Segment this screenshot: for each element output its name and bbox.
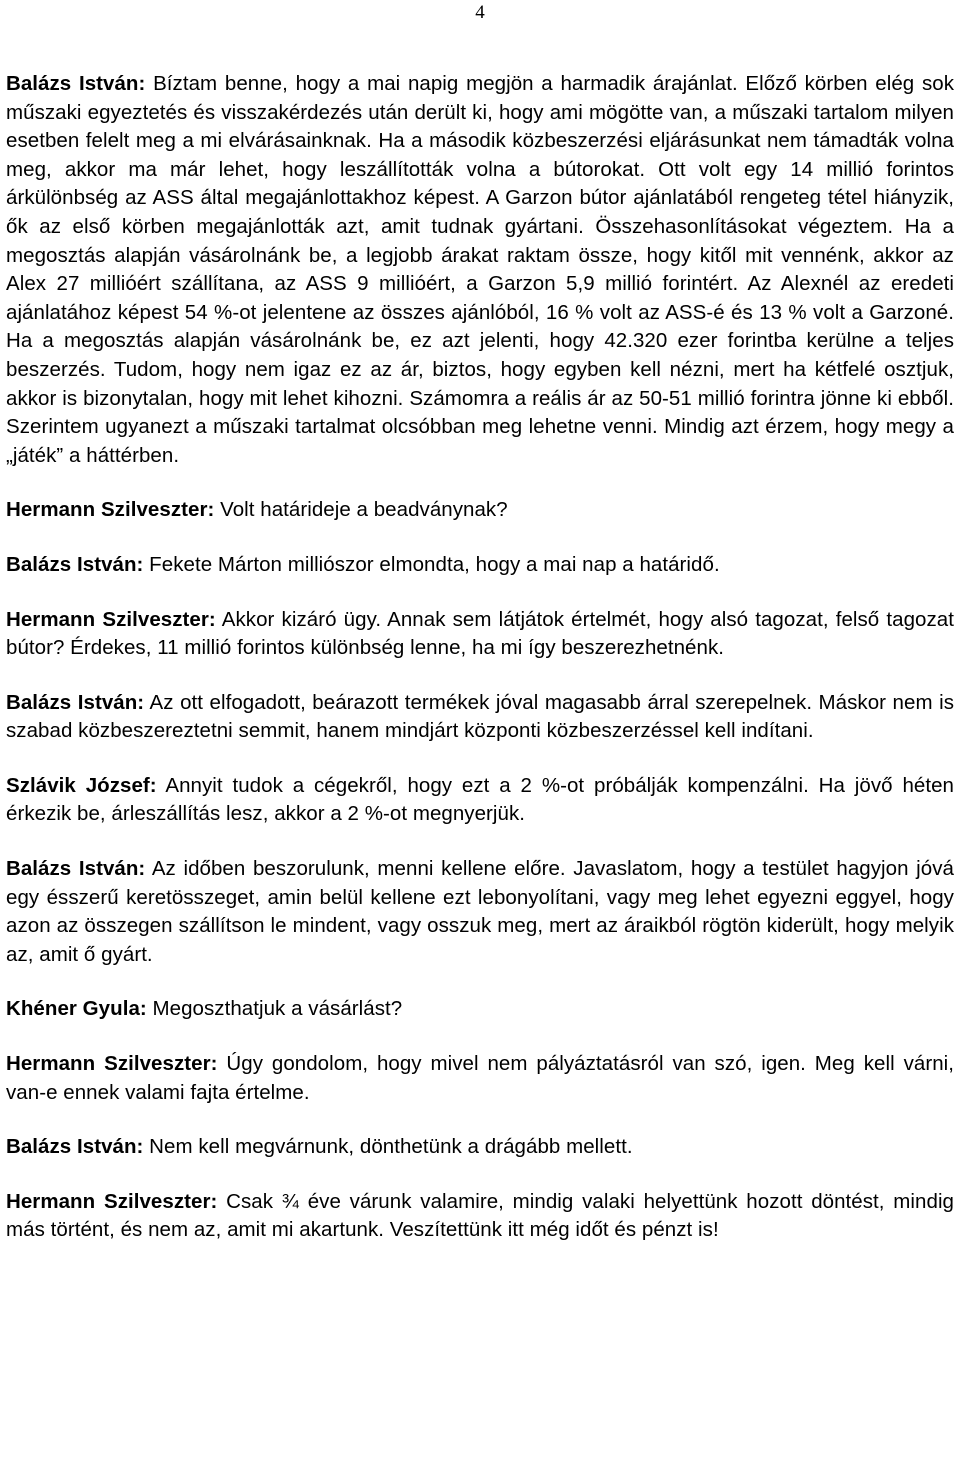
speech-text: Volt határideje a beadványnak? [214, 498, 508, 522]
speech-text: Az időben beszorulunk, menni kellene előre. Javaslatom, hogy a testület hagyjon jóvá egy ésszerű keretösszeget, amin belül kellene ezt lebonyolítani, vagy meg lehet egyezni eggyel, hogy azon az összegen szállítson le mindent, vagy osszuk meg, mert az áraikból rögtön kiderült, hogy melyik az, amit ő gyárt. [6, 857, 954, 966]
speaker-name: Hermann Szilveszter: [6, 498, 215, 522]
speech-text: Annyit tudok a cégekről, hogy ezt a 2 %-ot próbálják kompenzálni. Ha jövő héten érkezik be, árleszállítás lesz, akkor a 2 %-ot megnyerjük. [6, 773, 954, 826]
transcript-paragraph-7 [6, 995, 954, 1024]
transcript-paragraph-0 [6, 70, 954, 470]
speaker-name: Balázs István: [6, 857, 146, 881]
speaker-name: Khéner Gyula: [6, 997, 147, 1021]
transcript-paragraph-2 [6, 551, 954, 580]
speaker-name: Hermann Szilveszter: [6, 607, 216, 631]
transcript-paragraph-5 [6, 772, 954, 829]
speaker-name: Balázs István: [6, 552, 144, 576]
speech-text: Nem kell megvárnunk, dönthetünk a drágább mellett. [143, 1135, 633, 1159]
speaker-name: Balázs István: [6, 690, 145, 714]
speech-text: Megoszthatjuk a vásárlást? [146, 997, 403, 1021]
speaker-name: Balázs István: [6, 72, 146, 95]
speech-text: Csak ¾ éve várunk valamire, mindig valaki helyettünk hozott döntést, mindig más történt, és nem az, amit mi akartunk. Veszítettünk itt még időt és pénzt is! [6, 1189, 954, 1242]
page-number: 4 [475, 2, 485, 23]
speech-text: Az ott elfogadott, beárazott termékek jóval magasabb árral szerepelnek. Máskor nem is szabad közbeszereztetni semmit, hanem mindjárt központi közbeszerzéssel kell indítani. [6, 690, 954, 743]
transcript-paragraph-4 [6, 689, 954, 746]
speaker-name: Hermann Szilveszter: [6, 1189, 218, 1213]
speech-text: Úgy gondolom, hogy mivel nem pályáztatásról van szó, igen. Meg kell várni, van-e ennek valami fajta értelme. [6, 1052, 954, 1104]
transcript-paragraph-9 [6, 1133, 954, 1162]
transcript-paragraph-3 [6, 606, 954, 663]
transcript-paragraph-10 [6, 1188, 954, 1245]
transcript-paragraph-6 [6, 855, 954, 969]
transcript-paragraph-8 [6, 1050, 954, 1107]
transcript [6, 70, 954, 1271]
speaker-name: Balázs István: [6, 1135, 144, 1159]
speech-text: Bíztam benne, hogy a mai napig megjön a harmadik árajánlat. Előző körben elég sok műszaki egyeztetés és visszakérdezés után derült ki, hogy ami mögötte van, a műszaki tartalom milyen esetben felelt meg a mi elvárásainknak. Ha a második közbeszerzési eljárásunkat nem támadták volna meg, akkor ma már lehet, hogy leszállították volna a bútorokat. Ott volt egy 14 millió forintos árkülönbség az ASS által megajánlottakhoz képest. A Garzon bútor ajánlatából rengeteg tétel hiányzik, ők az első körben megajánlották azt, amit tudnak gyártani. Összehasonlításokat végeztem. Ha a megosztás alapján vásárolnánk be, a legjobb árakat raktam össze, hogy kitől mit vennénk, akkor az Alex 27 millióért szállítana, az ASS 9 millióért, a Garzon 5,9 millió forintért. Az Alexnél az eredeti ajánlatához képest 54 %-ot jelentene az összes ajánlóból, 16 % volt az ASS-é és 13 % volt a Garzoné. Ha a megosztás alapján vásárolnánk be, ez azt jelenti, hogy 42.320 ezer forintba kerülne a teljes beszerzés. Tudom, hogy nem igaz ez az ár, biztos, hogy egyben kell nézni, mert ha kétfelé osztjuk, akkor is bizonytalan, hogy mit lehet kihozni. Számomra a reális ár az 50-51 millió forintra jönne ki ebből. Szerintem ugyanezt a műszaki tartalmat olcsóbban meg lehetne venni. Mindig azt érzem, hogy megy a „játék” a háttérben. [6, 72, 954, 467]
speaker-name: Hermann Szilveszter: [6, 1052, 218, 1076]
speech-text: Fekete Márton milliószor elmondta, hogy a mai nap a határidő. [143, 552, 720, 576]
transcript-paragraph-1 [6, 496, 954, 525]
speech-text: Akkor kizáró ügy. Annak sem látjátok értelmét, hogy alsó tagozat, felső tagozat bútor? Érdekes, 11 millió forintos különbség lenne, ha mi így beszerezhetnénk. [6, 607, 954, 660]
speaker-name: Szlávik József: [6, 773, 157, 797]
